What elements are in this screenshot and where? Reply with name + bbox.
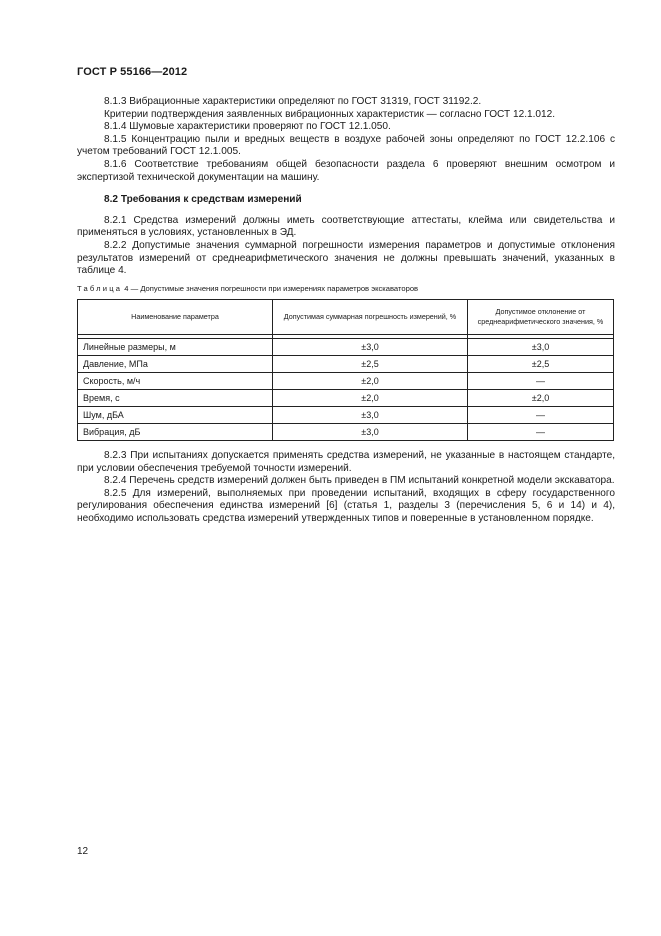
paragraph-8-1-6: 8.1.6 Соответствие требованиям общей безопасности раздела 6 проверяют внешним осмотром и экспертизой технической документации на машину.: [77, 158, 615, 183]
paragraph-8-2-5: 8.2.5 Для измерений, выполняемых при проведении испытаний, входящих в сферу государственного регулирования обеспечения единства измерений [6] (статья 1, разделы 3 (перечисления 5, 6 и 14) и 4), необходимо использовать средства измерений утвержденных типов и поверенные в установленном порядке.: [77, 487, 615, 524]
paragraph-8-2-3: 8.2.3 При испытаниях допускается применять средства измерений, не указанные в настоящем стандарте, при условии обеспечения требуемой точности измерений.: [77, 450, 615, 474]
cell-parameter: Время, с: [78, 390, 273, 407]
cell-parameter: Скорость, м/ч: [78, 373, 273, 390]
header-total-error: Допустимая суммарная погрешность измерений, %: [273, 300, 468, 335]
header-parameter-name: Наименование параметра: [78, 300, 273, 335]
cell-total-error: ±2,0: [273, 373, 468, 390]
table-4-block: [77, 284, 615, 441]
header-mean-deviation: Допустимое отклонение от среднеарифметического значения, %: [468, 300, 614, 335]
cell-total-error: ±2,5: [273, 356, 468, 373]
cell-mean-deviation: ±3,0: [468, 339, 614, 356]
cell-total-error: ±3,0: [273, 424, 468, 441]
table-row: [78, 407, 614, 424]
cell-mean-deviation: —: [468, 407, 614, 424]
cell-total-error: ±2,0: [273, 390, 468, 407]
section-heading-8-2: 8.2 Требования к средствам измерений: [104, 194, 302, 206]
table-row: [78, 339, 614, 356]
body-text-after-table: [77, 450, 615, 526]
document-header: ГОСТ Р 55166—2012: [77, 66, 188, 78]
cell-mean-deviation: —: [468, 373, 614, 390]
cell-parameter: Вибрация, дБ: [78, 424, 273, 441]
cell-mean-deviation: ±2,5: [468, 356, 614, 373]
cell-total-error: ±3,0: [273, 339, 468, 356]
paragraph-vibration-criteria: Критерии подтверждения заявленных вибрационных характеристик — согласно ГОСТ 12.1.012.: [104, 108, 556, 120]
cell-parameter: Линейные размеры, м: [78, 339, 273, 356]
body-text-before-table: [77, 96, 615, 278]
table-row: [78, 373, 614, 390]
cell-mean-deviation: —: [468, 424, 614, 441]
table-row: [78, 390, 614, 407]
cell-total-error: ±3,0: [273, 407, 468, 424]
table-row: [78, 356, 614, 373]
tolerance-table: [77, 299, 614, 441]
table-caption-text: 4 — Допустимые значения погрешности при измерениях параметров экскаваторов: [122, 284, 419, 293]
table-caption: [77, 284, 615, 293]
table-header-row: [78, 300, 614, 335]
cell-parameter: Шум, дБА: [78, 407, 273, 424]
paragraph-8-2-2: 8.2.2 Допустимые значения суммарной погрешности измерения параметров и допустимые отклонения результатов измерений от среднеарифметического значения не должны превышать значений, указанных в таблице 4.: [77, 239, 615, 277]
paragraph-8-2-1: 8.2.1 Средства измерений должны иметь соответствующие аттестаты, клейма или свидетельства и применяться в условиях, установленных в ЭД.: [77, 214, 615, 239]
paragraph-8-1-3: 8.1.3 Вибрационные характеристики определяют по ГОСТ 31319, ГОСТ 31192.2.: [104, 96, 482, 107]
table-row: [78, 424, 614, 441]
page-number: 12: [77, 846, 89, 857]
paragraph-8-1-4: 8.1.4 Шумовые характеристики проверяют по ГОСТ 12.1.050.: [104, 121, 391, 133]
table-caption-label: Таблица: [77, 284, 123, 293]
paragraph-8-1-5: 8.1.5 Концентрацию пыли и вредных веществ в воздухе рабочей зоны определяют по ГОСТ 12.2.106 с учетом требований ГОСТ 12.1.005.: [77, 133, 615, 158]
cell-parameter: Давление, МПа: [78, 356, 273, 373]
paragraph-8-2-4: 8.2.4 Перечень средств измерений должен быть приведен в ПМ испытаний конкретной модели экскаватора.: [104, 475, 615, 487]
cell-mean-deviation: ±2,0: [468, 390, 614, 407]
